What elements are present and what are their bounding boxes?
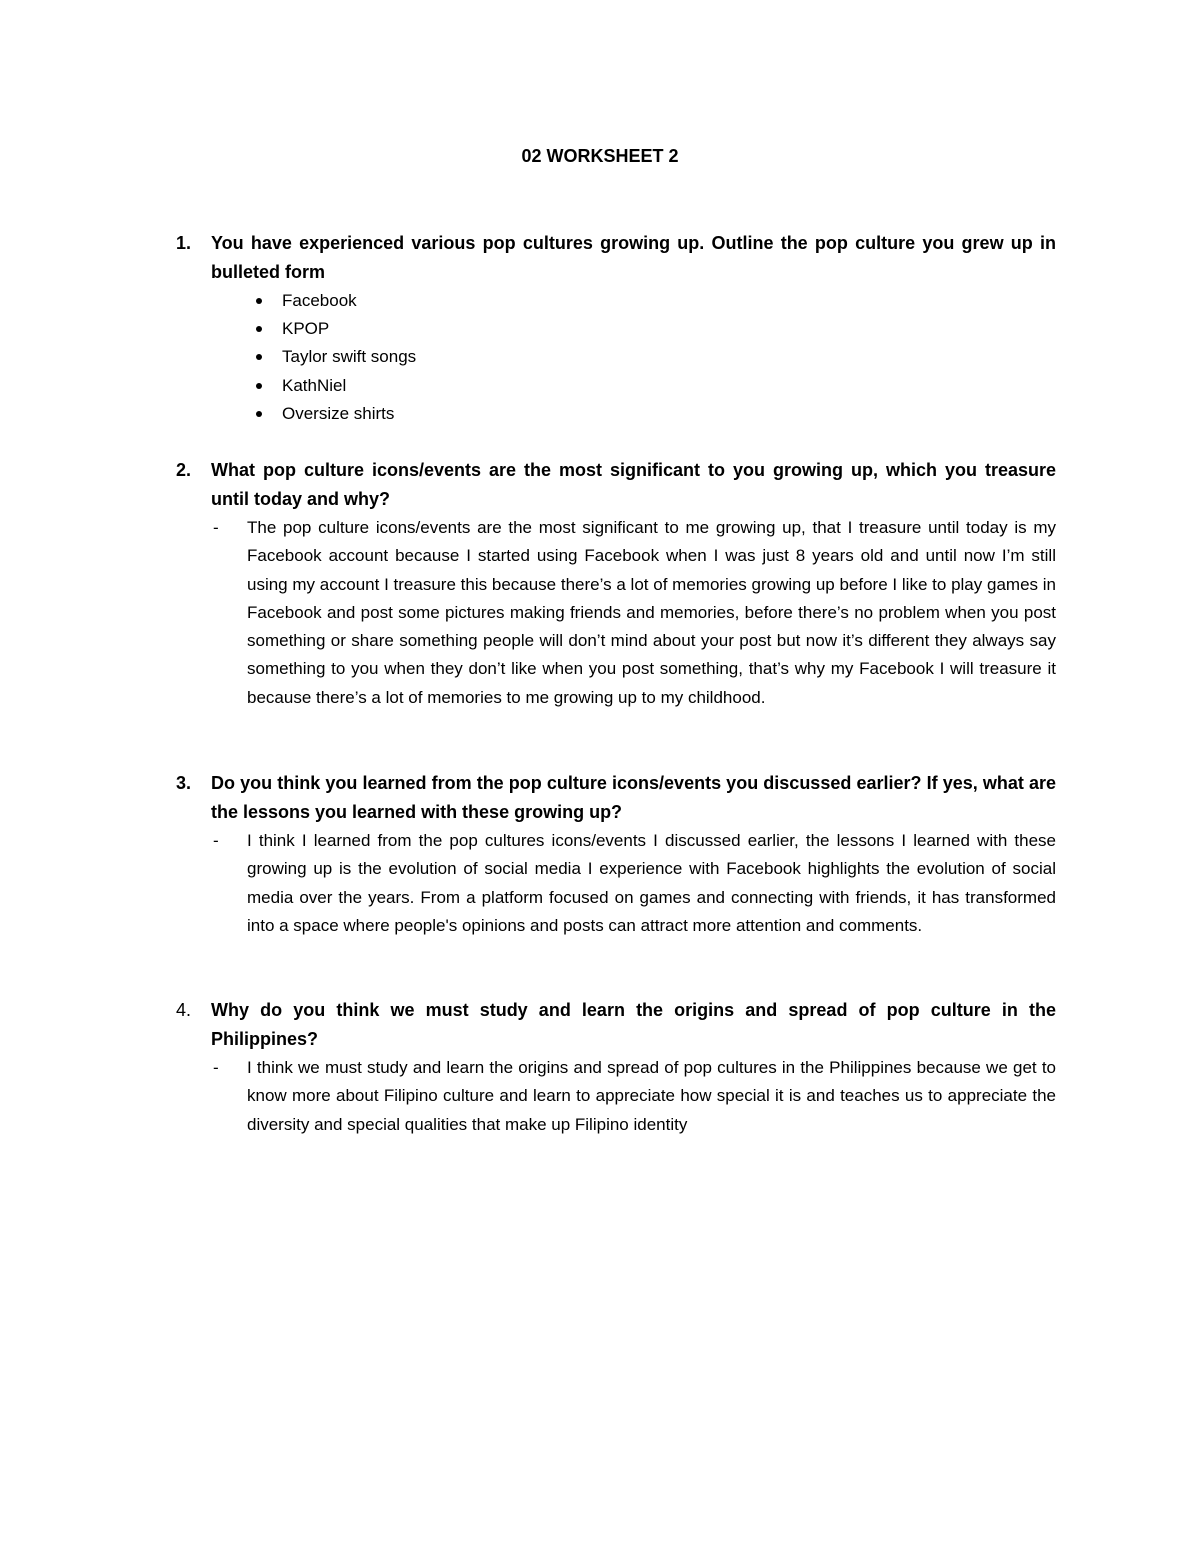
answer-block bbox=[213, 514, 1056, 712]
question-text: Do you think you learned from the pop culture icons/events you discussed earlier? If yes, what are the lessons you learned with these growing up? bbox=[211, 773, 1056, 822]
list-item-text: Oversize shirts bbox=[282, 403, 395, 423]
list-item-text: Taylor swift songs bbox=[282, 347, 417, 367]
dash-marker: - bbox=[213, 518, 219, 537]
list-item-text: KathNiel bbox=[282, 375, 347, 395]
bullet-icon bbox=[256, 326, 262, 332]
list-item bbox=[176, 400, 1056, 428]
dash-marker: - bbox=[213, 1058, 219, 1077]
list-item-text: Facebook bbox=[282, 291, 357, 310]
list-item bbox=[176, 343, 1056, 371]
bullet-icon bbox=[256, 383, 262, 389]
answer-block bbox=[213, 1054, 1056, 1139]
list-item bbox=[176, 372, 1056, 400]
question-text: Why do you think we must study and learn the origins and spread of pop culture in the Philippines? bbox=[211, 1000, 1056, 1049]
question-number: 4. bbox=[176, 1000, 192, 1020]
question-1 bbox=[176, 229, 1056, 428]
answer-text: I think I learned from the pop cultures icons/events I discussed earlier, the lessons I learned with these growing up is the evolution of social media I experience with Facebook highlights the evolution of social media over the years. From a platform focused on games and connecting with friends, it has transformed into a space where people's opinions and posts can attract more attention and comments. bbox=[247, 831, 1056, 935]
dash-marker: - bbox=[213, 831, 219, 850]
answer-block bbox=[213, 827, 1056, 940]
bullet-icon bbox=[256, 411, 262, 417]
list-item bbox=[176, 287, 1056, 315]
bullet-list bbox=[176, 287, 1056, 428]
question-3 bbox=[176, 769, 1056, 940]
list-item bbox=[176, 315, 1056, 343]
question-number: 1. bbox=[176, 233, 192, 253]
question-text: You have experienced various pop cultures growing up. Outline the pop culture you grew up in bulleted form bbox=[211, 233, 1056, 282]
question-4 bbox=[176, 996, 1056, 1139]
question-text: What pop culture icons/events are the most significant to you growing up, which you treasure until today and why? bbox=[211, 460, 1056, 509]
answer-text: I think we must study and learn the origins and spread of pop cultures in the Philippines because we get to know more about Filipino culture and learn to appreciate how special it is and teaches us to appreciate the diversity and special qualities that make up Filipino identity bbox=[247, 1058, 1056, 1134]
bullet-icon bbox=[256, 298, 262, 304]
question-2 bbox=[176, 456, 1056, 712]
answer-text: The pop culture icons/events are the most significant to me growing up, that I treasure until today is my Facebook account because I started using Facebook when I was just 8 years old and until now I’m still using my account I treasure this because there’s a lot of memories growing up before I like to play games in Facebook and post some pictures making friends and memories, before there’s no problem when you post something or share something people will don’t mind about your post but now it’s different they always say something to you when they don’t like when you post something, that’s why my Facebook I will treasure it because there’s a lot of memories to me growing up to my childhood. bbox=[247, 518, 1056, 707]
question-number: 3. bbox=[176, 773, 192, 793]
question-number: 2. bbox=[176, 460, 192, 480]
list-item-text: KPOP bbox=[282, 319, 330, 339]
bullet-icon bbox=[256, 354, 262, 360]
page-title: 02 WORKSHEET 2 bbox=[521, 146, 679, 166]
